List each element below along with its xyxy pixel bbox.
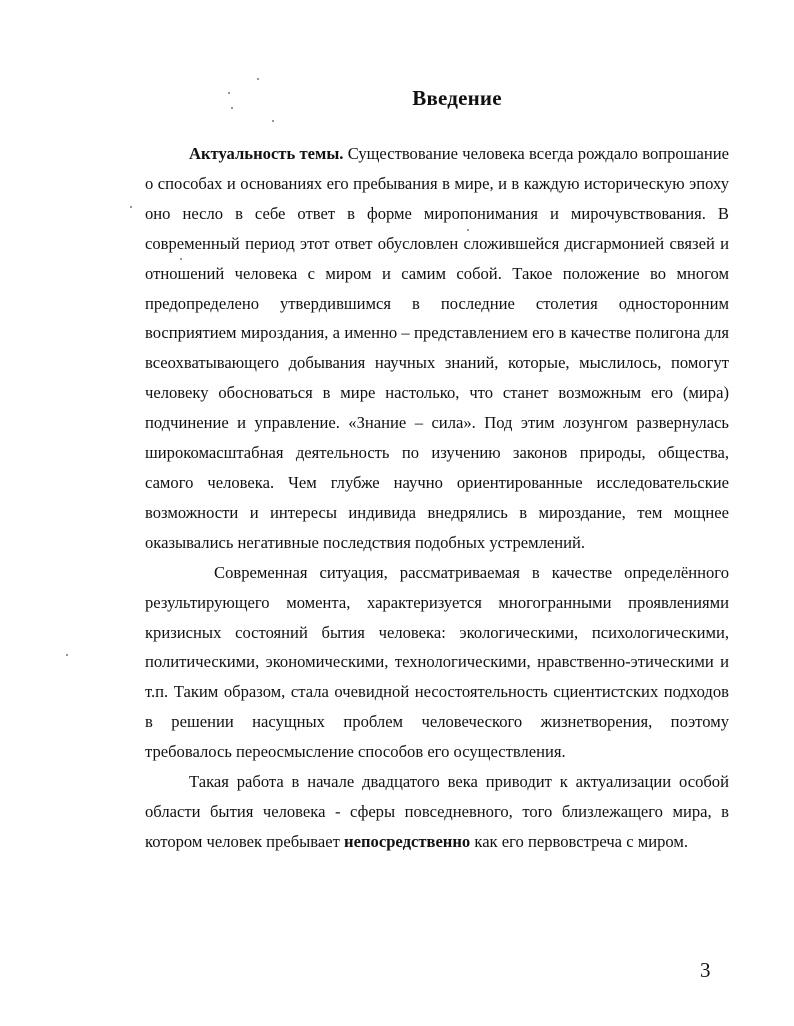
- scan-speck: [257, 78, 259, 80]
- paragraph-text: Существование человека всегда рождало вопрошание о способах и основаниях его пребывания в мире, и в каждую историческую эпоху оно несло в себе ответ в форме миропонимания и мирочувствования. В современный период этот ответ обусловлен сложившейся дисгармонией связей и отношений человека с миром и самим собой. Такое положение во многом предопределено утвердившимся в последние столетия односторонним восприятием мироздания, а именно – представлением его в качестве полигона для всеохватывающего добывания научных знаний, которые, мыслилось, помогут человеку обосноваться в мире настолько, что станет возможным его (мира) подчинение и управление. «Знание – сила». Под этим лозунгом развернулась широкомасштабная деятельность по изучению законов природы, общества, самого человека. Чем глубже научно ориентированные исследовательские возможности и интересы индивида внедрялись в мироздание, тем мощнее оказывались негативные последствия подобных устремлений.: [145, 144, 729, 552]
- paragraph-everyday-sphere: [145, 767, 729, 857]
- page-title: Введение: [412, 86, 502, 111]
- emphasis-text: непосредственно: [344, 831, 471, 851]
- page-number: 3: [700, 958, 711, 982]
- scan-speck: [66, 654, 68, 656]
- paragraph-text: Такая работа в начале двадцатого века приводит к актуализации особой области бытия человека - сферы повседневного, того близлежащего мира, в котором человек пребывает: [145, 772, 729, 851]
- paragraph-lead: Актуальность темы.: [189, 144, 344, 163]
- scan-speck: [130, 206, 132, 208]
- paragraph-relevance: [145, 139, 729, 558]
- scan-speck: [272, 120, 274, 122]
- paragraph-text: как его первовстреча с миром.: [470, 831, 689, 851]
- paragraph-modern-situation: Современная ситуация, рассматриваемая в качестве определённого результирующего момента, характеризуется многогранными проявлениями кризисных состояний бытия человека: экологическими, психологическими, политическими, экономическими, технологическими, нравственно-этическими и т.п. Таким образом, стала очевидной несостоятельность сциентистских подходов в решении насущных проблем человеческого жизнетворения, поэтому требовалось переосмысление способов его осуществления.: [145, 562, 729, 762]
- body-text: [145, 139, 729, 857]
